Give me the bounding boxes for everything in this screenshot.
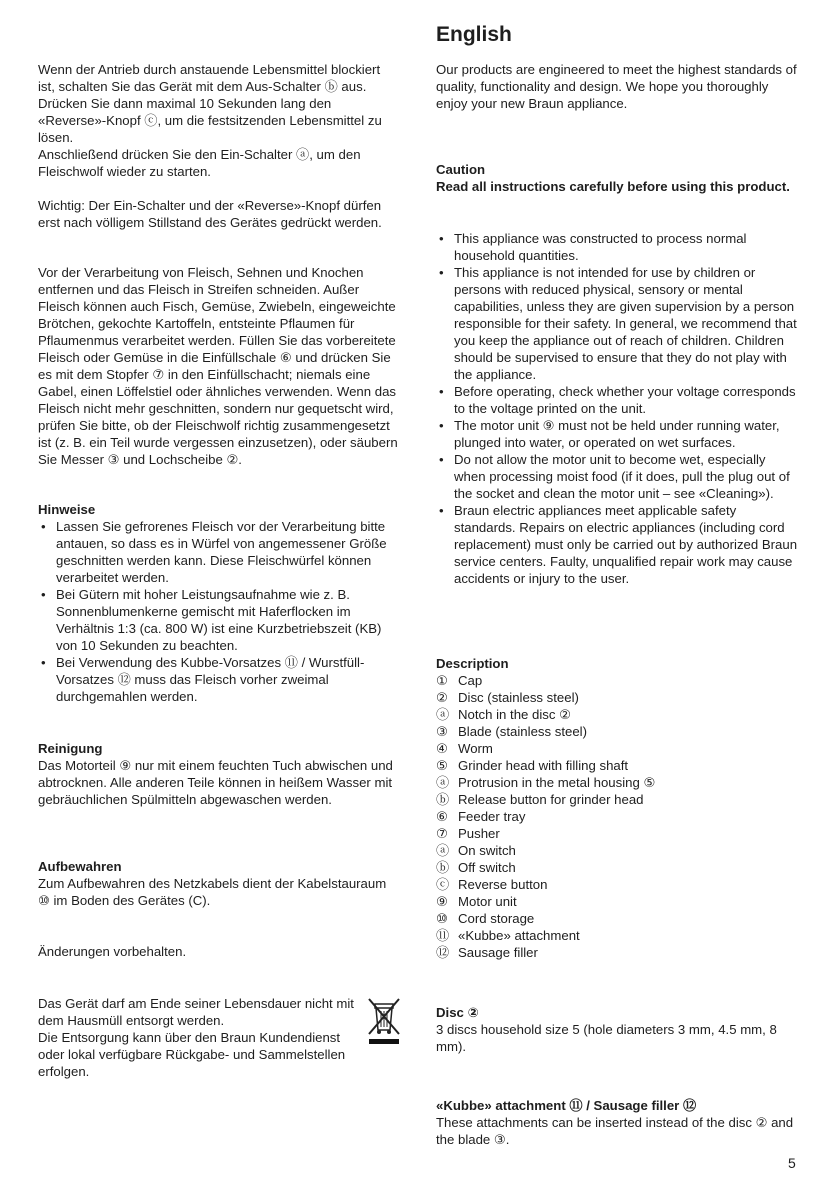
list-item: • Bei Gütern mit hoher Leistungsaufnahme wie z. B. Sonnenblumenkerne gemischt mit Haferflocken im Verhältnis 1:3 (ca. 800 W) ist eine Kurzbetriebszeit (KB) von 10 Sekunden zu beachten.	[38, 586, 400, 654]
list-item: • This appliance was constructed to process normal household quantities.	[436, 230, 800, 264]
caution-subheading: Read all instructions carefully before using this product.	[436, 179, 790, 194]
page-number: 5	[788, 1155, 796, 1171]
description-section	[436, 655, 800, 961]
german-paragraph-1b: Anschließend drücken Sie den Ein-Schalter ⓐ, um den Fleischwolf wieder zu starten.	[38, 147, 361, 179]
kubbe-section	[436, 1097, 800, 1148]
list-item: ⓐ On switch	[436, 843, 516, 858]
english-intro-block	[436, 61, 800, 112]
kubbe-heading: «Kubbe» attachment ⑪ / Sausage filler ⑫	[436, 1098, 697, 1113]
caution-heading: Caution	[436, 162, 486, 177]
caution-list	[436, 230, 800, 587]
reinigung-heading: Reinigung	[38, 741, 103, 756]
hinweise-heading: Hinweise	[38, 502, 96, 517]
list-item: ① Cap	[436, 673, 483, 688]
entsorgung-text-2: Die Entsorgung kann über den Braun Kundendienst oder lokal verfügbare Rückgabe- und Sammelstellen erfolgen.	[38, 1030, 346, 1079]
crossed-out-bin-icon	[364, 994, 404, 1046]
german-paragraph-1: Wenn der Antrieb durch anstauende Lebensmittel blockiert ist, schalten Sie das Gerät mit dem Aus-Schalter ⓑ aus. Drücken Sie dann maximal 10 Sekunden lang den «Reverse»-Knopf ⓒ, um die festsitzenden Lebensmittel zu lösen.	[38, 62, 382, 145]
list-item: ③ Blade (stainless steel)	[436, 724, 588, 739]
list-item: • The motor unit ⑨ must not be held under running water, plunged into water, or operated on wet surfaces.	[436, 417, 800, 451]
disc-heading: Disc ②	[436, 1005, 479, 1020]
reinigung-text: Das Motorteil ⑨ nur mit einem feuchten Tuch abwischen und abtrocknen. Alle anderen Teile können in heißem Wasser mit gebräuchlichen Spülmitteln abgewaschen werden.	[38, 758, 393, 807]
german-hinweise-section	[38, 501, 400, 705]
list-item: ⓑ Off switch	[436, 860, 516, 875]
german-intro-block	[38, 61, 400, 180]
list-item: • Braun electric appliances meet applicable safety standards. Repairs on electric appliances (including cord replacement) must only be carried out by authorized Braun service centers. Faulty, unqualified repair work may cause accidents or injury to the user.	[436, 502, 800, 587]
aufbewahren-heading: Aufbewahren	[38, 859, 122, 874]
list-item: ⑤ Grinder head with filling shaft	[436, 758, 629, 773]
german-processing-block	[38, 264, 400, 468]
list-item: ⓐ Notch in the disc ②	[436, 707, 571, 722]
description-heading: Description	[436, 656, 509, 671]
disc-text: 3 discs household size 5 (hole diameters 3 mm, 4.5 mm, 8 mm).	[436, 1022, 777, 1054]
english-intro: Our products are engineered to meet the highest standards of quality, functionality and design. We hope you thoroughly enjoy your new Braun appliance.	[436, 62, 797, 111]
kubbe-text: These attachments can be inserted instead of the disc ② and the blade ③.	[436, 1115, 794, 1147]
aufbewahren-text: Zum Aufbewahren des Netzkabels dient der Kabelstauraum ⑩ im Boden des Gerätes (C).	[38, 876, 387, 908]
list-item: ⑪ «Kubbe» attachment	[436, 928, 580, 943]
list-item: ⑥ Feeder tray	[436, 809, 526, 824]
list-item: • Do not allow the motor unit to become wet, especially when processing moist food (if it does, pull the plug out of the socket and clean the motor unit – see «Cleaning»).	[436, 451, 800, 502]
hinweise-list	[38, 518, 400, 705]
german-important-note	[38, 197, 400, 231]
disc-section	[436, 1004, 800, 1055]
list-item: ④ Worm	[436, 741, 493, 756]
entsorgung-text-1: Das Gerät darf am Ende seiner Lebensdauer nicht mit dem Hausmüll entsorgt werden.	[38, 996, 354, 1028]
list-item: ⓒ Reverse button	[436, 877, 548, 892]
caution-list-block	[436, 230, 800, 587]
list-item: • Before operating, check whether your voltage corresponds to the voltage printed on the unit.	[436, 383, 800, 417]
list-item: ② Disc (stainless steel)	[436, 690, 579, 705]
description-list	[436, 672, 800, 961]
list-item: ⑨ Motor unit	[436, 894, 517, 909]
aenderungen-text: Änderungen vorbehalten.	[38, 944, 187, 959]
german-aenderungen	[38, 943, 400, 960]
german-reinigung-section	[38, 740, 400, 808]
list-item: ⑦ Pusher	[436, 826, 500, 841]
list-item: ⓑ Release button for grinder head	[436, 792, 644, 807]
caution-section	[436, 161, 800, 195]
german-aufbewahren-section	[38, 858, 400, 909]
list-item: • Bei Verwendung des Kubbe-Vorsatzes ⑪ / Wurstfüll-Vorsatzes ⑫ muss das Fleisch vorher zweimal durchgemahlen werden.	[38, 654, 400, 705]
english-title: English	[436, 23, 512, 46]
list-item: ⑩ Cord storage	[436, 911, 535, 926]
list-item: • Lassen Sie gefrorenes Fleisch vor der Verarbeitung bitte antauen, so dass es in Würfel von angemessener Größe geschnitten werden kann. Diese Fleischwürfel können verarbeitet werden.	[38, 518, 400, 586]
german-paragraph-3: Vor der Verarbeitung von Fleisch, Sehnen und Knochen entfernen und das Fleisch in Streifen schneiden. Außer Fleisch können auch Fisch, Gemüse, Zwiebeln, eingeweichte Brötchen, gekochte Kartoffeln, entsteinte Pflaumen für Pflaumenmus verarbeitet werden. Füllen Sie das vorbereitete Fleisch oder Gemüse in die Einfüllschale ⑥ und drücken Sie es mit dem Stopfer ⑦ in den Einfüllschacht; niemals eine Gabel, einen Löffelstiel oder ähnliches verwenden. Wenn das Fleisch nicht mehr geschnitten, sondern nur gequetscht wird, prüfen Sie bitte, ob der Fleischwolf richtig zusammengesetzt ist (z. B. ein Teil wurde vergessen einzusetzen), oder säubern Sie Messer ③ und Lochscheibe ②.	[38, 265, 398, 467]
german-paragraph-2: Wichtig: Der Ein-Schalter und der «Reverse»-Knopf dürfen erst nach völligem Stillstand des Gerätes gedrückt werden.	[38, 198, 382, 230]
list-item: • This appliance is not intended for use by children or persons with reduced physical, sensory or mental capabilities, unless they are given supervision by a person responsible for their safety. In general, we recommend that you keep the appliance out of reach of children. Children should be supervised to ensure that they do not play with the appliance.	[436, 264, 800, 383]
list-item: ⑫ Sausage filler	[436, 945, 538, 960]
list-item: ⓐ Protrusion in the metal housing ⑤	[436, 775, 656, 790]
german-disposal-block	[38, 995, 356, 1080]
